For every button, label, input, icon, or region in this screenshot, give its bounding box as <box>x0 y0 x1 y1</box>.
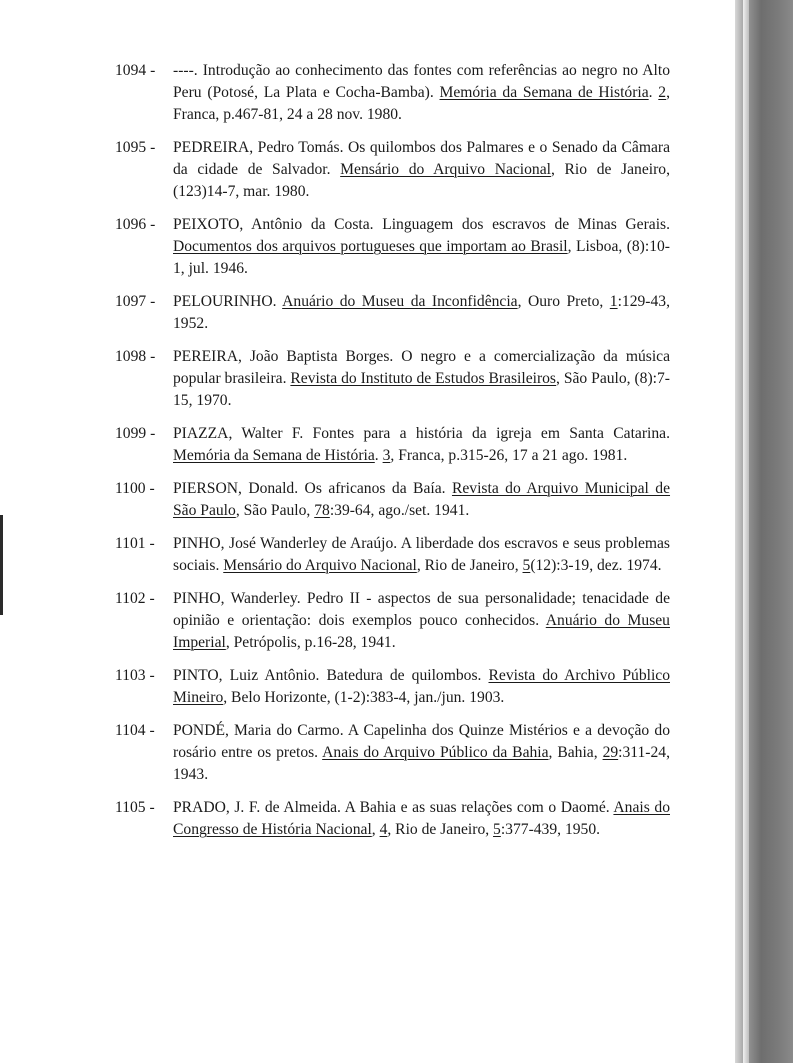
entry-source-title: Documentos dos arquivos portugueses que importam ao Brasil <box>173 238 568 255</box>
entry-source-title: Anuário do Museu da Inconfidência <box>282 293 518 310</box>
entry-number: 1105 - <box>115 799 155 816</box>
entry-source-title: 4 <box>379 821 388 838</box>
entry-number: 1101 - <box>115 535 155 552</box>
entry-text-segment: :129-43, 1952. <box>173 293 670 332</box>
entry-source-title: 3 <box>382 447 391 464</box>
entry-text-segment: :39-64, ago./set. 1941. <box>329 502 470 519</box>
entry-text <box>173 478 670 522</box>
entry-source-title: Memória da Semana de História <box>439 84 649 101</box>
entry-source-title: Mensário do Arquivo Nacional <box>340 161 551 178</box>
entry-text-segment: ----. Introdução ao conhecimento das fontes com referências ao negro no Alto Peru (Potosé, La Plata e Cocha-Bamba). <box>173 62 670 101</box>
entry-text-segment: . <box>374 447 383 464</box>
entry-number: 1098 - <box>115 348 156 365</box>
bibliography-entry <box>115 346 670 412</box>
entry-source-title: 5 <box>522 557 531 574</box>
left-margin-mark <box>0 515 3 615</box>
entry-source-title: Revista do Instituto de Estudos Brasileiros <box>290 370 557 387</box>
entry-text-segment: , Belo Horizonte, (1-2):383-4, jan./jun. 1903. <box>223 689 505 706</box>
bibliography-entry <box>115 214 670 280</box>
entry-text-segment: , Petrópolis, p.16-28, 1941. <box>225 634 396 651</box>
entry-number: 1099 - <box>115 425 156 442</box>
entry-text-segment: PRADO, J. F. de Almeida. A Bahia e as suas relações com o Daomé. <box>173 799 614 816</box>
entry-text-segment: PIAZZA, Walter F. Fontes para a história da igreja em Santa Catarina. <box>173 425 670 442</box>
entry-text-segment: PONDÉ, Maria do Carmo. A Capelinha dos Quinze Mistérios e a devoção do rosário entre os pretos. <box>173 722 670 761</box>
entry-text <box>173 346 670 412</box>
entry-text <box>173 797 670 841</box>
entry-source-title: Revista do Arquivo Municipal de São Paulo <box>173 480 671 519</box>
entry-text-segment: , Franca, p.315-26, 17 a 21 ago. 1981. <box>390 447 628 464</box>
bibliography-entry <box>115 478 670 522</box>
entry-text-segment: PEDREIRA, Pedro Tomás. Os quilombos dos Palmares e o Senado da Câmara da cidade de Salvador. <box>173 139 670 178</box>
bibliography-entry <box>115 720 670 786</box>
entry-text-segment: PEREIRA, João Baptista Borges. O negro e a comercialização da música popular brasileira. <box>173 348 670 387</box>
bibliography-entry <box>115 665 670 709</box>
bibliography-entry <box>115 60 670 126</box>
entry-text-segment: , <box>371 821 380 838</box>
entry-text-segment: , Rio de Janeiro, <box>387 821 494 838</box>
entry-text-segment: , Bahia, <box>548 744 603 761</box>
entry-text-segment: PEIXOTO, Antônio da Costa. Linguagem dos escravos de Minas Gerais. <box>173 216 670 233</box>
entry-text <box>173 588 670 654</box>
bibliography-entry <box>115 533 670 577</box>
bibliography-entry <box>115 423 670 467</box>
entry-text-segment: , Rio de Janeiro, (123)14-7, mar. 1980. <box>173 161 670 200</box>
entry-text-segment: (12):3-19, dez. 1974. <box>530 557 662 574</box>
bibliography-entry <box>115 291 670 335</box>
entry-text <box>173 533 670 577</box>
entry-number: 1104 - <box>115 722 155 739</box>
entry-text <box>173 423 670 467</box>
entry-text-segment: :311-24, 1943. <box>173 744 670 783</box>
entry-number: 1096 - <box>115 216 156 233</box>
entry-text <box>173 137 670 203</box>
entry-number: 1094 - <box>115 62 156 79</box>
entry-number: 1095 - <box>115 139 156 156</box>
entry-text-segment: PIERSON, Donald. Os africanos da Baía. <box>173 480 452 497</box>
entry-text <box>173 720 670 786</box>
entry-number: 1103 - <box>115 667 155 684</box>
entry-source-title: 2 <box>658 84 667 101</box>
bibliography-entry <box>115 137 670 203</box>
entry-text-segment: PINHO, José Wanderley de Araújo. A liberdade dos escravos e seus problemas sociais. <box>173 535 670 574</box>
entry-source-title: Anais do Arquivo Público da Bahia <box>322 744 549 761</box>
entry-text-segment: , Ouro Preto, <box>517 293 610 310</box>
entry-text-segment: , Franca, p.467-81, 24 a 28 nov. 1980. <box>173 84 670 123</box>
entry-text <box>173 291 670 335</box>
entry-source-title: Mensário do Arquivo Nacional <box>223 557 417 574</box>
entry-text-segment: , Lisboa, (8):10-1, jul. 1946. <box>173 238 670 277</box>
entry-text <box>173 214 670 280</box>
entry-source-title: 1 <box>609 293 618 310</box>
bibliography-entry <box>115 797 670 841</box>
entry-text-segment: , Rio de Janeiro, <box>416 557 523 574</box>
entry-text-segment: PELOURINHO. <box>173 293 283 310</box>
entry-source-title: 5 <box>493 821 501 838</box>
entry-text-segment: , São Paulo, (8):7-15, 1970. <box>173 370 670 409</box>
entry-text-segment: PINHO, Wanderley. Pedro II - aspectos de sua personalidade; tenacidade de opinião e orientação: dois exemplos pouco conhecidos. <box>173 590 670 629</box>
entry-source-title: 78 <box>314 502 330 519</box>
entry-text <box>173 60 670 126</box>
entry-text-segment: , São Paulo, <box>235 502 315 519</box>
bibliography-entry <box>115 588 670 654</box>
entry-text <box>173 665 670 709</box>
bibliography-list <box>115 60 670 852</box>
entry-text-segment: PINTO, Luiz Antônio. Batedura de quilombos. <box>173 667 489 684</box>
entry-text-segment: . <box>648 84 659 101</box>
scan-edge-highlight <box>743 0 749 1063</box>
entry-source-title: Anais do Congresso de História Nacional <box>173 799 670 838</box>
entry-source-title: Revista do Archivo Público Mineiro <box>173 667 670 706</box>
entry-number: 1102 - <box>115 590 155 607</box>
entry-text-segment: :377-439, 1950. <box>500 821 601 838</box>
entry-number: 1097 - <box>115 293 156 310</box>
entry-source-title: Anuário do Museu Imperial <box>173 612 670 651</box>
entry-source-title: Memória da Semana de História <box>173 447 375 464</box>
entry-number: 1100 - <box>115 480 155 497</box>
entry-source-title: 29 <box>602 744 619 761</box>
